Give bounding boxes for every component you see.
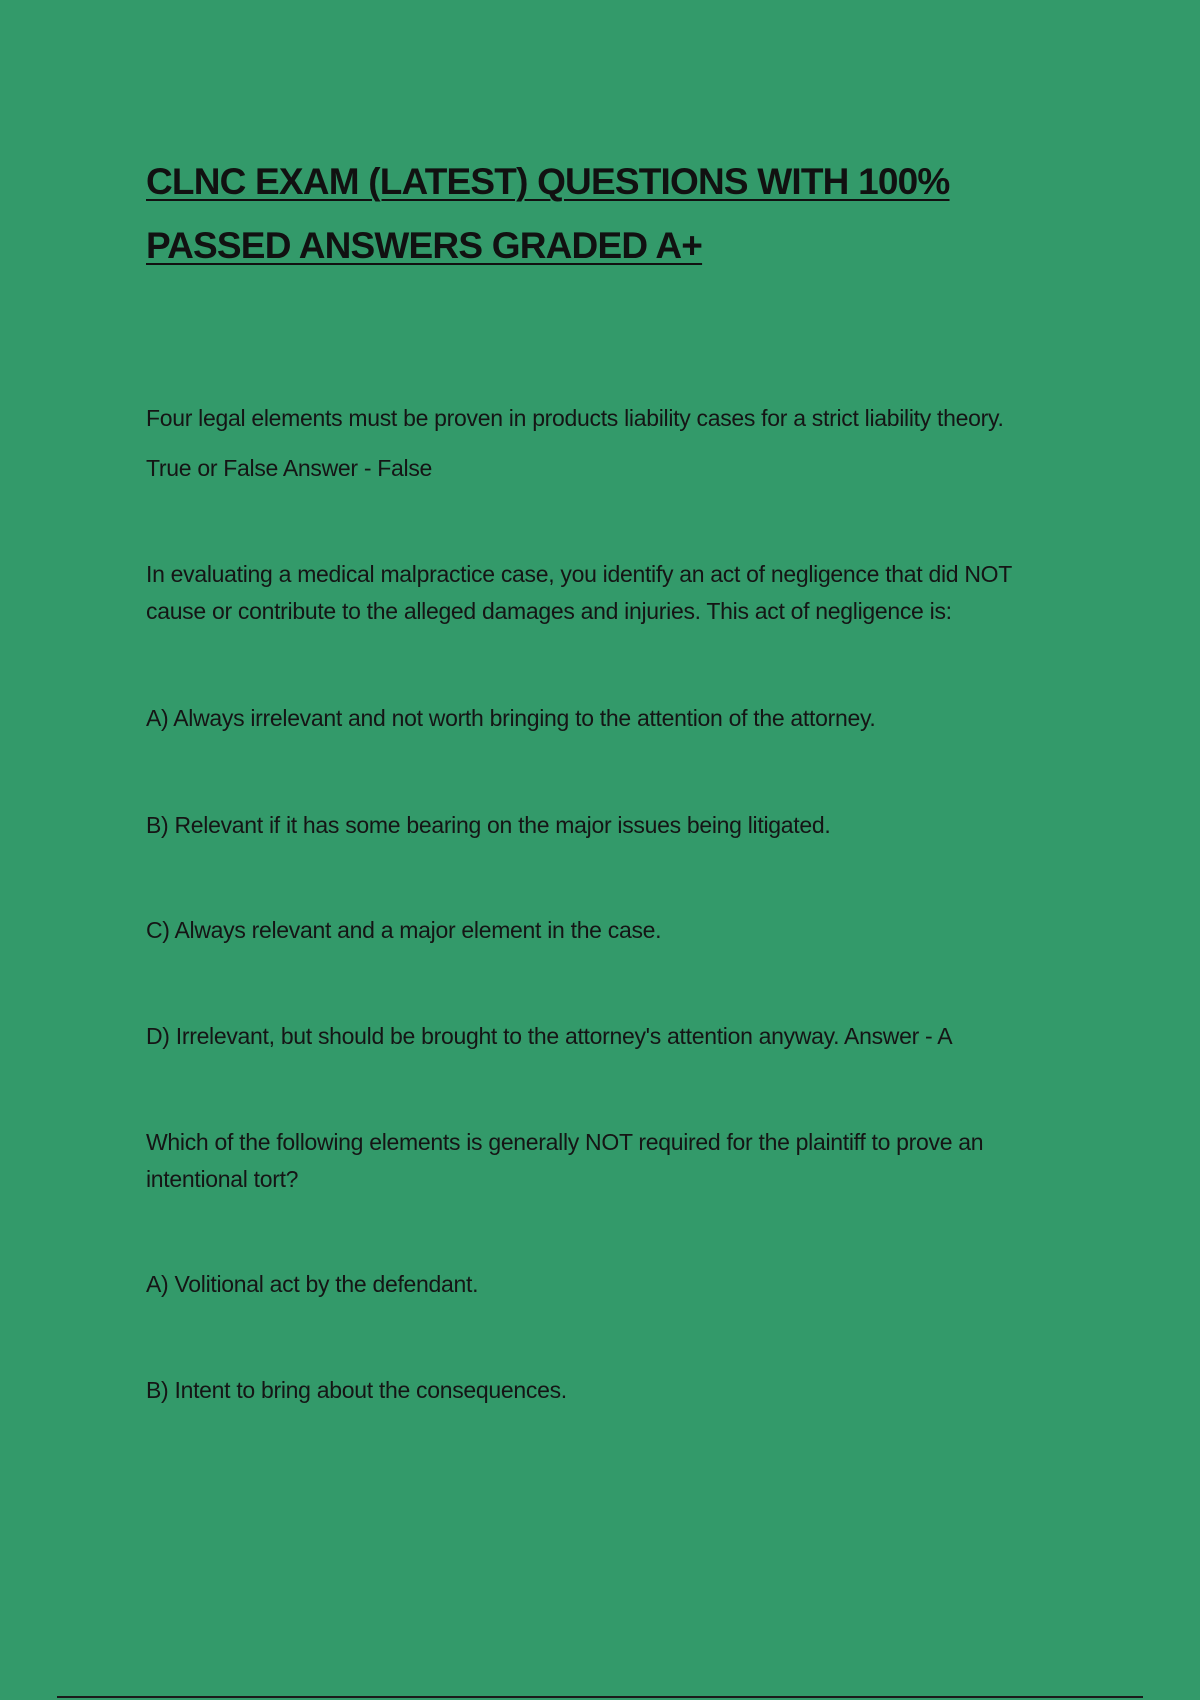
question-1-prompt: Four legal elements must be proven in products liability cases for a strict liability theory.: [146, 405, 1004, 431]
question-3-option-a: A) Volitional act by the defendant.: [146, 1271, 479, 1297]
page-bottom-rule: [57, 1696, 1143, 1698]
question-2-option-c: C) Always relevant and a major element in the case.: [146, 917, 662, 943]
page-content: [146, 150, 1066, 1409]
question-3-prompt: Which of the following elements is generally NOT required for the plaintiff to prove an intentional tort?: [146, 1129, 984, 1192]
question-3-option-b: B) Intent to bring about the consequences.: [146, 1377, 567, 1403]
question-2-option-a: A) Always irrelevant and not worth bringing to the attention of the attorney.: [146, 705, 876, 731]
question-2-prompt: In evaluating a medical malpractice case, you identify an act of negligence that did NOT cause or contribute to the alleged damages and injuries. This act of negligence is:: [146, 561, 1012, 624]
question-1-answer: True or False Answer - False: [146, 455, 433, 481]
question-2-option-b: B) Relevant if it has some bearing on the major issues being litigated.: [146, 812, 831, 838]
question-2-option-d: D) Irrelevant, but should be brought to the attorney's attention anyway. Answer - A: [146, 1023, 953, 1049]
document-title: CLNC EXAM (LATEST) QUESTIONS WITH 100% PASSED ANSWERS GRADED A+: [146, 161, 950, 266]
